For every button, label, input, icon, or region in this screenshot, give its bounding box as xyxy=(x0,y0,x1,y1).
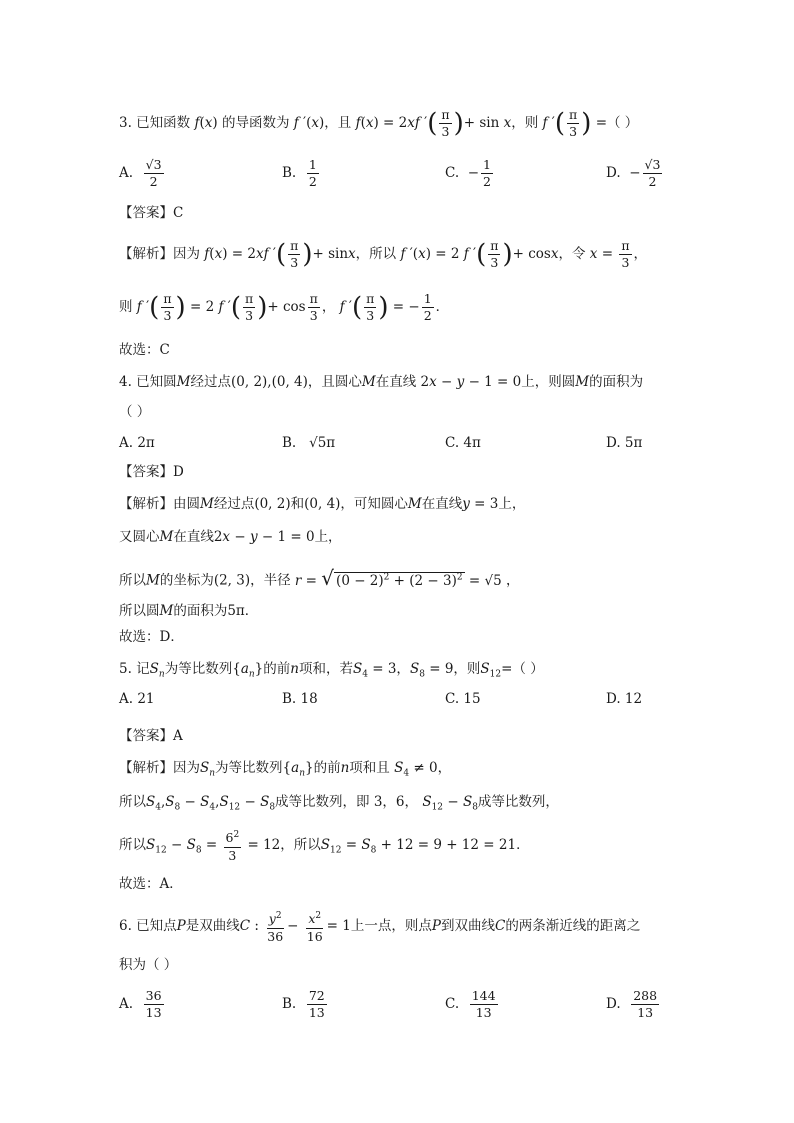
q5-var-n: n xyxy=(290,661,299,677)
q6-hyperbola: C : $\frac{y^2}{36}$ − $\frac{x^2}{16}$ = 1 xyxy=(240,918,351,934)
q5-stem-text: 项和，若 xyxy=(298,661,353,677)
q6-option-c-value xyxy=(470,988,498,1021)
q5-group: $S_4,S_8 - S_4,S_{12} - S_8$ xyxy=(146,794,276,813)
q4-analysis-text: 【解析】由圆 xyxy=(119,496,200,512)
q3-option-b-value: $\frac{1}{2}$ xyxy=(308,156,317,189)
q6-options xyxy=(119,984,679,1024)
q3-option-b[interactable] xyxy=(282,153,321,193)
q4-option-c[interactable]: C. 4π xyxy=(445,435,481,451)
q4-option-a[interactable]: A. 2π xyxy=(119,435,155,451)
q3-stem-text: ，则 xyxy=(511,115,539,131)
q4-stem-text: 在直线 xyxy=(375,374,417,390)
q4-analysis-text: 在直线 xyxy=(173,529,214,545)
q4-radius-formula: r = √ $(0 - 2)^2 + (2 - 3)^2 = √5$ xyxy=(294,565,502,590)
q3-options xyxy=(119,153,679,193)
q5-analysis-text: 成等比数列， xyxy=(477,794,559,810)
q3-stem-text: ，且 xyxy=(324,115,352,131)
q6-option-a-value xyxy=(144,988,164,1021)
option-label: A. xyxy=(119,165,134,181)
q4-line-y3: y = 3 xyxy=(462,496,499,512)
q6-stem-text: 的两条渐近线的距离之 xyxy=(505,918,641,934)
q4-line-eq: 2x − y − 1 = 0 xyxy=(420,374,522,390)
q3-option-c[interactable]: C. − $\frac{1}{2}$ xyxy=(445,156,491,189)
q4-analysis-line3: 所以M的坐标为(2, 3)，半径 r = √ $(0 - 2)^2 + (2 - 3)^2 = √5$ ， xyxy=(119,565,520,590)
den: 13 xyxy=(145,1004,162,1020)
q5-options xyxy=(119,679,679,719)
q5-analysis-text: ，所以 xyxy=(280,837,321,853)
q6-stem-line2: 积为（ ） xyxy=(119,957,178,973)
q3-option-a[interactable] xyxy=(119,153,166,193)
q6-option-b-value xyxy=(307,988,327,1021)
option-label: D. xyxy=(606,996,621,1012)
q4-option-b[interactable] xyxy=(282,423,335,463)
q6-var-c: C xyxy=(494,918,506,934)
q4-analysis-text: 上， xyxy=(498,496,526,512)
q4-analysis-text: 所以圆 xyxy=(119,603,160,619)
q4-analysis-text: 上， xyxy=(314,529,342,545)
q5-calc2: $S_{12} = S_8 + 12 = 9 + 12 = 21$ xyxy=(320,837,517,856)
q3-formula-def: f(x) = 2xf ′( $\frac{\pi}{3}$ )+ sin x xyxy=(355,107,512,139)
q5-analysis-text: 项和且 xyxy=(349,760,390,776)
q4-analysis-line1 xyxy=(119,494,525,514)
q4-var-m: M xyxy=(575,374,590,390)
q4-analysis-text: 和 xyxy=(290,496,305,512)
q3-stem-text: 3. 已知函数 xyxy=(119,115,191,131)
q3-analysis-formula2: f ′(x) = 2 f ′( $\frac{\pi}{3}$ )+ cosx xyxy=(400,238,559,270)
q4-answer: 【答案】D xyxy=(119,464,184,480)
q3-analysis-text: ，所以 xyxy=(355,246,397,262)
q5-option-d[interactable]: D. 12 xyxy=(606,691,643,707)
q5-analysis-line1: 【解析】因为$S_n$为等比数列$\{a_n\}$的前n项和且 $S_4 \ne 0$， xyxy=(119,760,452,779)
q3-conclusion: 故选：C xyxy=(119,342,170,358)
q5-var-sn: $S_n$ xyxy=(200,760,216,779)
den: 13 xyxy=(308,1004,325,1020)
q4-area: 5π xyxy=(227,603,245,619)
q3-option-d[interactable]: D. − $\frac{√3}{2}$ xyxy=(606,156,661,189)
q3-stem-text: =（ ） xyxy=(595,115,639,131)
q4-var-m: M xyxy=(159,529,174,545)
q6-option-d[interactable] xyxy=(606,984,661,1024)
q5-s4-nonzero: $S_4 \ne 0$ xyxy=(394,760,438,779)
option-label: B. xyxy=(282,165,297,181)
q6-var-p: P xyxy=(431,918,441,934)
q4-conclusion: 故选：D． xyxy=(119,629,184,645)
q5-analysis-text: 为等比数列 xyxy=(215,760,283,776)
q3-stem xyxy=(119,103,638,143)
q6-option-b[interactable] xyxy=(282,984,329,1024)
num: 72 xyxy=(308,987,325,1003)
q6-stem xyxy=(119,906,640,946)
q6-stem-text: 是双曲线 xyxy=(185,918,240,934)
q4-option-b-value: √5π xyxy=(309,435,336,451)
q4-option-d[interactable]: D. 5π xyxy=(606,435,643,451)
q3-analysis-text: 则 xyxy=(119,299,133,315)
q3-answer: 【答案】C xyxy=(119,205,184,221)
q4-stem-text: 上，则圆 xyxy=(521,374,576,390)
q4-stem-text: ，且圆心 xyxy=(307,374,362,390)
q3-option-d-value: $\frac{√3}{2}$ xyxy=(644,156,661,189)
option-label: B. xyxy=(282,996,297,1012)
q5-diff: $S_{12} - S_8$ xyxy=(422,794,478,813)
q4-var-m: M xyxy=(407,496,422,512)
q5-option-a[interactable]: A. 21 xyxy=(119,691,155,707)
q5-calc1: $S_{12} - S_8$ = $\frac{6^2}{3}$ = 12 xyxy=(146,837,280,853)
q3-analysis-formula1: f(x) = 2xf ′( $\frac{\pi}{3}$ )+ sinx xyxy=(204,238,356,270)
q5-conclusion: 故选：A． xyxy=(119,876,183,892)
q6-stem-text: 上一点，则点 xyxy=(350,918,432,934)
q6-option-c[interactable] xyxy=(445,984,500,1024)
q5-stem-text: =（ ） xyxy=(501,661,544,677)
q4-analysis-text: 经过点 xyxy=(213,496,255,512)
q3-analysis-text: 【解析】因为 xyxy=(119,246,200,262)
q4-stem-text: 的面积为 xyxy=(589,374,644,390)
den: 13 xyxy=(475,1004,492,1020)
q5-option-c[interactable]: C. 15 xyxy=(445,691,481,707)
q3-formula-ask: f ′( $\frac{\pi}{3}$ ) xyxy=(542,107,592,139)
q4-stem-paren: （ ） xyxy=(119,404,151,420)
q4-var-m: M xyxy=(176,374,191,390)
q4-point2: (0, 4) xyxy=(304,496,341,512)
q5-analysis-text: 所以 xyxy=(119,837,146,853)
q5-analysis-text: 的前 xyxy=(313,760,341,776)
q4-options xyxy=(119,423,679,463)
num: 144 xyxy=(471,987,496,1003)
q6-option-d-value xyxy=(631,988,659,1021)
num: 288 xyxy=(633,987,658,1003)
option-label: A. xyxy=(119,996,134,1012)
q6-option-a[interactable] xyxy=(119,984,166,1024)
q5-stem-text: 的前 xyxy=(263,661,291,677)
q4-analysis-text: 所以 xyxy=(119,572,146,589)
option-label: B. xyxy=(282,435,297,451)
q4-point1: (0, 2) xyxy=(254,496,291,512)
q5-stem-text: ，则 xyxy=(453,661,481,677)
q4-stem xyxy=(119,372,643,392)
q3-analysis-formula4: f ′( $\frac{\pi}{3}$ ) = 2 f ′( $\frac{\pi}{3}$ )+ cos $\frac{\pi}{3}$ xyxy=(136,291,318,323)
q5-seq: $\{a_n\}$ xyxy=(282,760,314,779)
option-label: D. xyxy=(606,165,621,181)
q4-analysis-text: ，半径 xyxy=(250,572,291,589)
q4-var-m: M xyxy=(361,374,376,390)
q3-option-c-value: $\frac{1}{2}$ xyxy=(483,156,491,189)
q5-analysis-text: 成等比数列，即 3，6， xyxy=(275,794,419,810)
q4-stem-text: 4. 已知圆 xyxy=(119,374,177,390)
q5-stem-text: 5. 记 xyxy=(119,661,150,677)
q4-stem-text: 经过点 xyxy=(190,374,231,390)
q4-analysis-text: 在直线 xyxy=(421,496,463,512)
q3-analysis-line2: 则 f ′( $\frac{\pi}{3}$ ) = 2 f ′( $\frac{\pi}{3}$ )+ cos $\frac{\pi}{3}$ ， f ′( $\frac{\pi}{3}$ ) = − $\frac{1}{2}$ ． xyxy=(119,291,450,323)
q5-analysis-text: 【解析】因为 xyxy=(119,760,200,776)
q3-analysis-line1: 【解析】因为 f(x) = 2xf ′( $\frac{\pi}{3}$ )+ sinx，所以 f ′(x) = 2 f ′( $\frac{\pi}{3}$ )+ cosx，令 x = $\frac{\pi}{3}$ ， xyxy=(119,238,648,270)
q5-analysis-line3: 所以$S_{12} - S_8$ = $\frac{6^2}{3}$ = 12，所以$S_{12} = S_8 + 12 = 9 + 12 = 21$． xyxy=(119,825,530,871)
q3-analysis-formula3: x = $\frac{\pi}{3}$ xyxy=(589,238,630,270)
q5-option-b[interactable]: B. 18 xyxy=(282,691,318,707)
q6-stem-text: 到双曲线 xyxy=(440,918,495,934)
q5-answer: 【答案】A xyxy=(119,728,183,744)
q6-stem-text: 6. 已知点 xyxy=(119,918,177,934)
q5-ask: $S_{12}$ xyxy=(480,661,502,680)
q3-stem-text: 的导函数为 xyxy=(221,115,290,131)
den: 13 xyxy=(637,1004,654,1020)
q5-given: $S_4 = 3$，$S_8 = 9$ xyxy=(352,661,454,680)
q5-analysis-line2 xyxy=(119,792,559,818)
q5-analysis-text: 所以 xyxy=(119,794,146,810)
q6-var-p: P xyxy=(176,918,186,934)
q4-analysis-line2 xyxy=(119,527,342,547)
q4-analysis-line4: 所以圆M的面积为5π． xyxy=(119,603,259,619)
q3-formula-fpx: f ′(x) xyxy=(293,115,325,131)
q4-analysis-text: 的面积为 xyxy=(173,603,228,619)
option-label: C. xyxy=(445,165,460,181)
q4-var-m: M xyxy=(159,603,174,619)
q4-analysis-text: 又圆心 xyxy=(119,529,160,545)
q3-option-a-value: $\frac{√3}{2}$ xyxy=(145,156,162,189)
q5-stem-text: 为等比数列 xyxy=(164,661,233,677)
num: 36 xyxy=(145,987,162,1003)
q4-center: (2, 3) xyxy=(213,572,251,589)
q5-var-sn: $S_n$ xyxy=(149,661,165,680)
q3-analysis-formula5: f ′( $\frac{\pi}{3}$ ) = − $\frac{1}{2}$ xyxy=(339,291,432,323)
q4-var-m: M xyxy=(200,496,214,512)
q4-var-m: M xyxy=(146,572,160,589)
q3-formula-fx: f(x) xyxy=(194,115,218,131)
q5-var-n: n xyxy=(340,760,350,776)
q5-seq: $\{a_n\}$ xyxy=(232,661,264,680)
q4-line-eq: 2x − y − 1 = 0 xyxy=(213,529,315,545)
option-label: C. xyxy=(445,996,460,1012)
q4-analysis-text: ，可知圆心 xyxy=(340,496,408,512)
q4-analysis-text: 的坐标为 xyxy=(159,572,214,589)
q4-points: (0, 2),(0, 4) xyxy=(231,374,308,390)
q3-analysis-text: ，令 xyxy=(558,246,586,262)
